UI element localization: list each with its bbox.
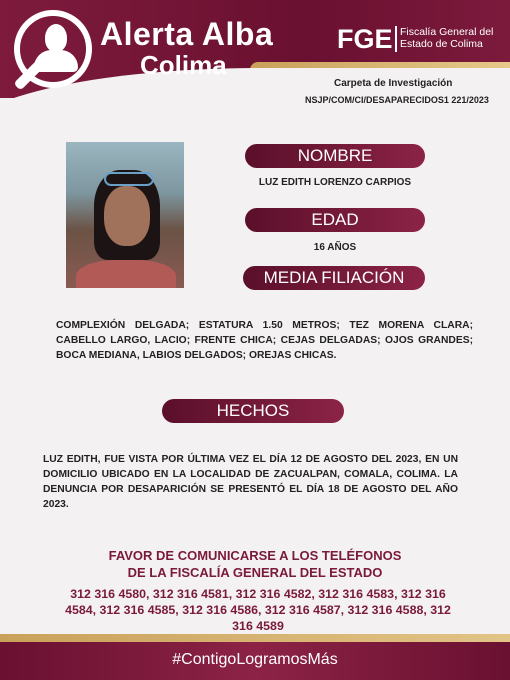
person-age: 16 AÑOS (313, 242, 357, 253)
physical-description: COMPLEXIÓN DELGADA; ESTATURA 1.50 METROS; TEZ MORENA CLARA; CABELLO LARGO, LACIO; FRENTE CHICA; CEJAS DELGADAS; OJOS GRANDES; BOCA MEDIANA, LABIOS DELGADOS; OREJAS CHICAS. (56, 320, 473, 361)
person-body-shape (34, 50, 78, 72)
case-label: Carpeta de Investigación (334, 78, 453, 89)
photo-glasses (104, 172, 154, 186)
facts-text: LUZ EDITH, FUE VISTA POR ÚLTIMA VEZ EL DÍA 12 DE AGOSTO DEL 2023, EN UN DOMICILIO UBICADO EN LA LOCALIDAD DE ZACUALPAN, COMALA, COLIMA. LA DENUNCIA POR DESAPARICIÓN SE PRESENTÓ EL DÍA 18 DE AGOSTO DEL AÑO 2023. (43, 454, 458, 510)
alert-subtitle: Colima (140, 50, 227, 80)
agency-logo-abbr: FGE (337, 24, 393, 54)
missing-person-photo (66, 142, 184, 288)
description-heading: MEDIA FILIACIÓN (243, 266, 425, 290)
contact-title-line1: FAVOR DE COMUNICARSE A LOS TELÉFONOS (108, 548, 402, 563)
alert-title: Alerta Alba (100, 16, 274, 52)
case-number: NSJP/COM/CI/DESAPARECIDOS1 221/2023 (305, 95, 489, 105)
contact-title (0, 547, 510, 581)
footer-gold-stripe (0, 634, 510, 642)
name-heading: NOMBRE (245, 144, 425, 168)
person-head-shape (45, 24, 67, 52)
age-heading: EDAD (245, 208, 425, 232)
contact-title-line2: DE LA FISCALÍA GENERAL DEL ESTADO (127, 565, 383, 580)
photo-face (104, 186, 150, 246)
facts-heading: HECHOS (162, 399, 344, 423)
agency-logo-name: Fiscalía General del Estado de Colima (400, 26, 494, 50)
person-name: LUZ EDITH LORENZO CARPIOS (258, 177, 412, 188)
agency-logo-divider (395, 26, 397, 52)
footer-hashtag: #ContigoLogramosMás (172, 651, 338, 668)
photo-shirt (76, 260, 176, 288)
contact-phones: 312 316 4580, 312 316 4581, 312 316 4582, 312 316 4583, 312 316 4584, 312 316 4585, 312 316 4586, 312 316 4587, 312 316 4588, 312 316 4589 (65, 587, 451, 633)
